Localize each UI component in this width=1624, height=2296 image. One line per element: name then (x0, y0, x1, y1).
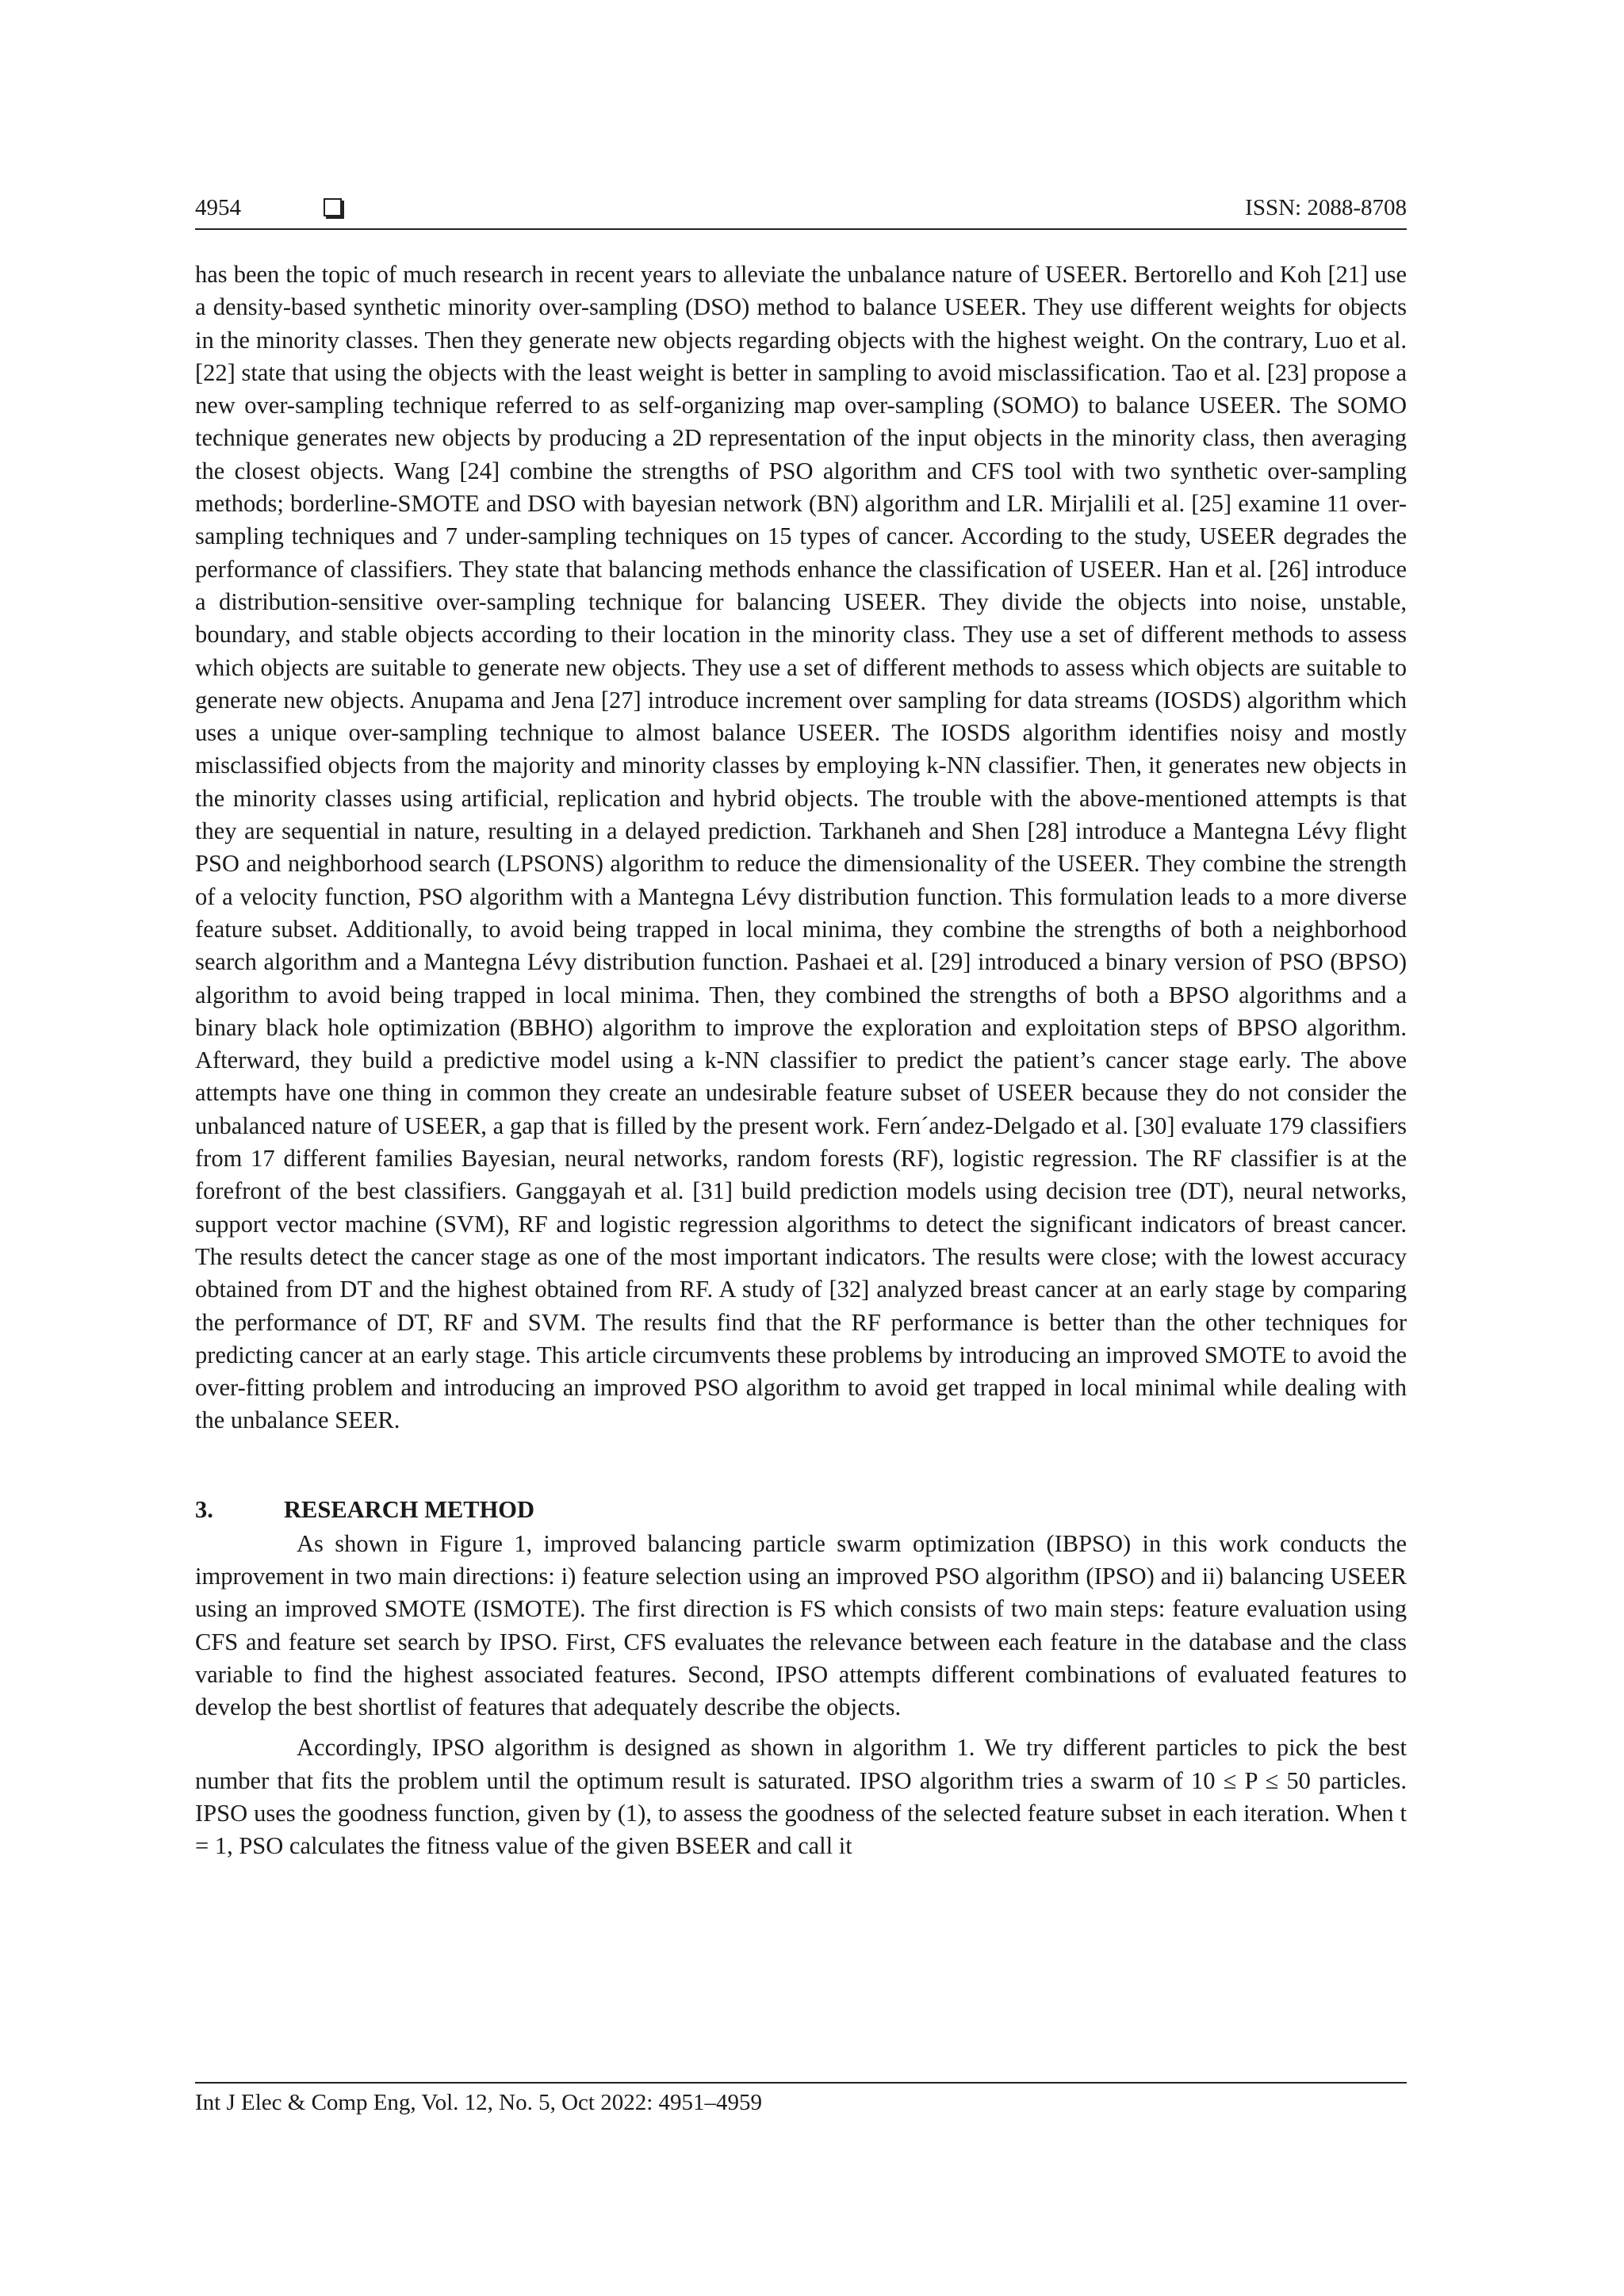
footer-citation: Int J Elec & Comp Eng, Vol. 12, No. 5, Oct 2022: 4951–4959 (195, 2090, 763, 2115)
page-number: 4954 (195, 195, 241, 220)
page-header (195, 195, 1407, 230)
body-paragraph: As shown in Figure 1, improved balancing particle swarm optimization (IBPSO) in this work conducts the improvement in two main directions: i) feature selection using an improved PSO algorithm (IPSO) and ii) balancing USEER using an improved SMOTE (ISMOTE). The first direction is FS which consists of two main steps: feature evaluation using CFS and feature set search by IPSO. First, CFS evaluates the relevance between each feature in the database and the class variable to find the highest associated features. Second, IPSO attempts different combinations of evaluated features to develop the best shortlist of features that adequately describe the objects. (195, 1529, 1407, 1721)
body-paragraph: Accordingly, IPSO algorithm is designed as shown in algorithm 1. We try different particles to pick the best number that fits the problem until the optimum result is saturated. IPSO algorithm tries a swarm of 10 ≤ P ≤ 50 particles. IPSO uses the goodness function, given by (1), to assess the goodness of the selected feature subset in each iteration. When t = 1, PSO calculates the fitness value of the given BSEER and call it (195, 1734, 1407, 1860)
page-footer (195, 2082, 1407, 2116)
section-heading (195, 1493, 1407, 1526)
section-title: RESEARCH METHOD (284, 1495, 535, 1523)
main-content (195, 258, 1407, 1863)
issn-label: ISSN: 2088-8708 (1245, 195, 1407, 220)
section-number: 3. (195, 1495, 213, 1523)
square-icon (324, 198, 342, 216)
body-paragraph: has been the topic of much research in recent years to alleviate the unbalance nature of USEER. Bertorello and Koh [21] use a density-based synthetic minority over-sampling (DSO) method to balance USEER. They use different weights for objects in the minority classes. Then they generate new objects regarding objects with the highest weight. On the contrary, Luo et al. [22] state that using the objects with the least weight is better in sampling to avoid misclassification. Tao et al. [23] propose a new over-sampling technique referred to as self-organizing map over-sampling (SOMO) to balance USEER. The SOMO technique generates new objects by producing a 2D representation of the input objects in the minority class, then averaging the closest objects. Wang [24] combine the strengths of PSO algorithm and CFS tool with two synthetic over-sampling methods; borderline-SMOTE and DSO with bayesian network (BN) algorithm and LR. Mirjalili et al. [25] examine 11 over-sampling techniques and 7 under-sampling techniques on 15 types of cancer. According to the study, USEER degrades the performance of classifiers. They state that balancing methods enhance the classification of USEER. Han et al. [26] introduce a distribution-sensitive over-sampling technique for balancing USEER. They divide the objects into noise, unstable, boundary, and stable objects according to their location in the minority class. They use a set of different methods to assess which objects are suitable to generate new objects. They use a set of different methods to assess which objects are suitable to generate new objects. Anupama and Jena [27] introduce increment over sampling for data streams (IOSDS) algorithm which uses a unique over-sampling technique to almost balance USEER. The IOSDS algorithm identifies noisy and mostly misclassified objects from the majority and minority classes by employing k-NN classifier. Then, it generates new objects in the minority classes using artificial, replication and hybrid objects. The trouble with the above-mentioned attempts is that they are sequential in nature, resulting in a delayed prediction. Tarkhaneh and Shen [28] introduce a Mantegna Lévy flight PSO and neighborhood search (LPSONS) algorithm to reduce the dimensionality of the USEER. They combine the strength of a velocity function, PSO algorithm with a Mantegna Lévy distribution function. This formulation leads to a more diverse feature subset. Additionally, to avoid being trapped in local minima, they combine the strengths of both a neighborhood search algorithm and a Mantegna Lévy distribution function. Pashaei et al. [29] introduced a binary version of PSO (BPSO) algorithm to avoid being trapped in local minima. Then, they combined the strengths of both a BPSO algorithms and a binary black hole optimization (BBHO) algorithm to improve the exploration and exploitation steps of BPSO algorithm. Afterward, they build a predictive model using a k-NN classifier to predict the patient’s cancer stage early. The above attempts have one thing in common they create an undesirable feature subset of USEER because they do not consider the unbalanced nature of USEER, a gap that is filled by the present work. Fern´andez-Delgado et al. [30] evaluate 179 classifiers from 17 different families Bayesian, neural networks, random forests (RF), logistic regression. The RF classifier is at the forefront of the best classifiers. Ganggayah et al. [31] build prediction models using decision tree (DT), neural networks, support vector machine (SVM), RF and logistic regression algorithms to detect the significant indicators of breast cancer. The results detect the cancer stage as one of the most important indicators. The results were close; with the lowest accuracy obtained from DT and the highest obtained from RF. A study of [32] analyzed breast cancer at an early stage by comparing the performance of DT, RF and SVM. The results find that the RF performance is better than the other techniques for predicting cancer at an early stage. This article circumvents these problems by introducing an improved SMOTE to avoid the over-fitting problem and introducing an improved PSO algorithm to avoid get trapped in local minimal while dealing with the unbalance SEER. (195, 261, 1407, 1434)
